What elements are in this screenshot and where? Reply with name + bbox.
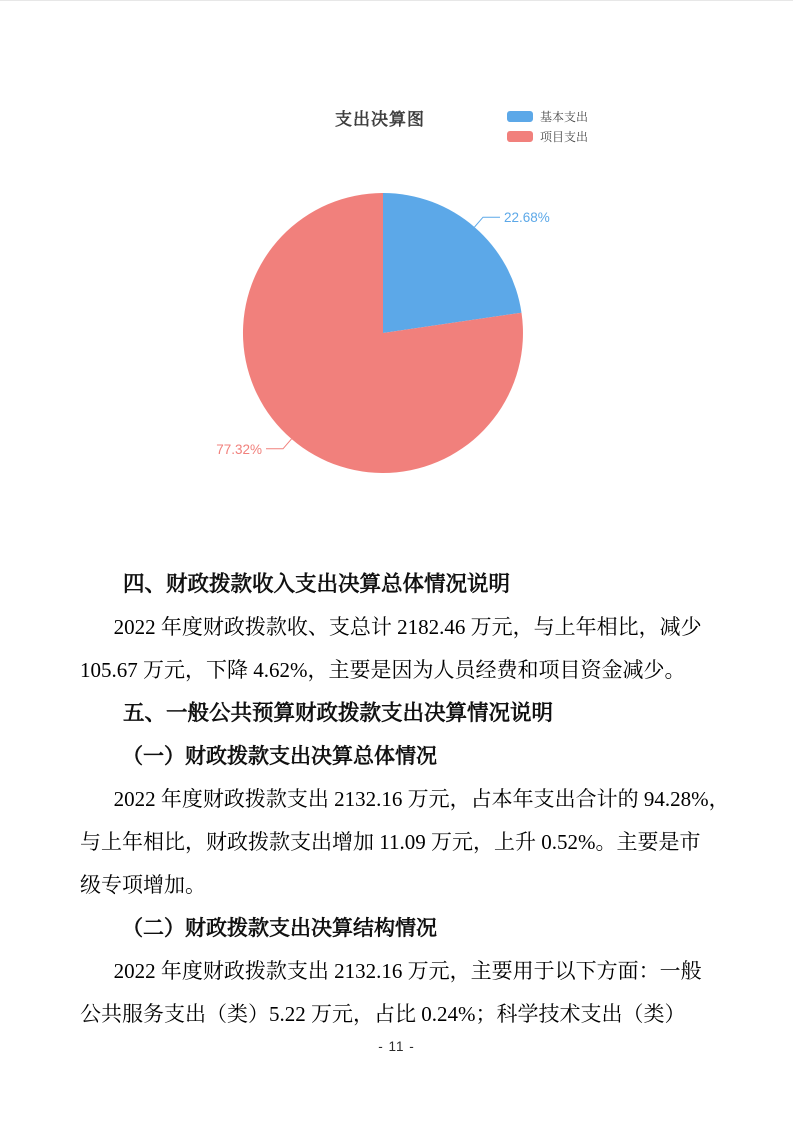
paragraph-line: 与上年相比，财政拨款支出增加 11.09 万元，上升 0.52%。主要是市	[80, 830, 701, 854]
pie-label-0: 22.68%	[504, 210, 550, 226]
page-number: - 11 -	[378, 1039, 415, 1054]
pie-label-1: 77.32%	[216, 441, 262, 457]
document-page	[0, 1, 793, 1122]
paragraph-line: 级专项增加。	[80, 873, 206, 897]
pie-label-line-1	[266, 439, 292, 449]
paragraph-line: 2022 年度财政拨款支出 2132.16 万元，主要用于以下方面：一般	[113, 959, 702, 983]
paragraph-line: 2022 年度财政拨款收、支总计 2182.46 万元，与上年相比，减少	[113, 615, 702, 639]
paragraph-line: 2022 年度财政拨款支出 2132.16 万元，占本年支出合计的 94.28%，	[113, 787, 730, 811]
legend-label: 基本支出	[540, 109, 589, 124]
paragraph-line: 105.67 万元，下降 4.62%，主要是因为人员经费和项目资金减少。	[80, 658, 686, 682]
chart-title: 支出决算图	[335, 110, 425, 129]
section-heading-5: 五、一般公共预算财政拨款支出决算情况说明	[123, 701, 554, 725]
legend-label: 项目支出	[540, 129, 589, 144]
pie-label-line-0	[475, 217, 501, 227]
section-heading-4: 四、财政拨款收入支出决算总体情况说明	[123, 572, 511, 596]
expenditure-pie-chart	[0, 1, 793, 531]
subsection-heading-5-2: （二）财政拨款支出决算结构情况	[122, 916, 437, 940]
pie-slice-0[interactable]	[383, 193, 522, 333]
subsection-heading-5-1: （一）财政拨款支出决算总体情况	[122, 744, 437, 768]
pie-svg	[0, 1, 793, 531]
paragraph-line: 公共服务支出（类）5.22 万元，占比 0.24%；科学技术支出（类）	[80, 1002, 686, 1026]
body-text	[80, 563, 730, 1036]
